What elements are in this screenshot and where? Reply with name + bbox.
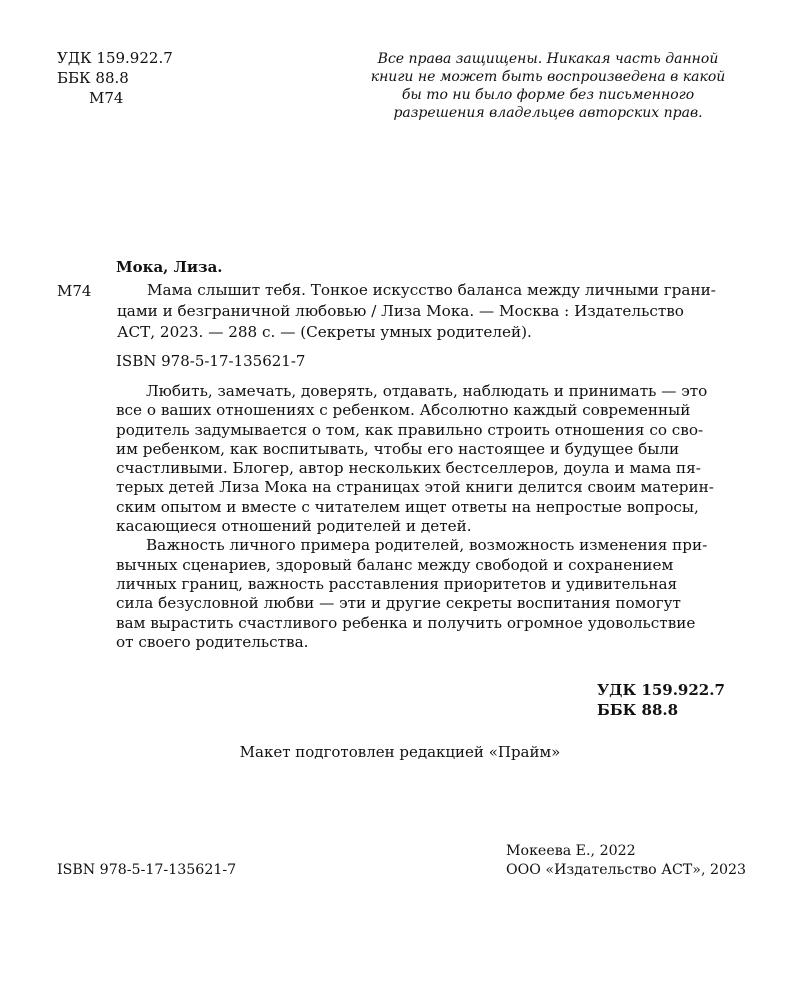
bottom-classification-codes: [597, 680, 725, 720]
rights-line: разрешения владельцев авторских прав.: [393, 105, 703, 121]
description-line: Мама слышит тебя. Тонкое искусство баланса между личными грани-: [147, 281, 716, 299]
author-heading: Мока, Лиза.: [116, 258, 223, 276]
abstract-line: касающиеся отношений родителей и детей.: [116, 517, 472, 536]
abstract-line: родитель задумывается о том, как правильно строить отношения со сво-: [116, 420, 704, 439]
abstract-paragraph-2: [116, 536, 726, 652]
abstract-line: Важность личного примера родителей, возможность изменения при-: [146, 536, 708, 555]
rights-line: книги не может быть воспроизведена в какой: [370, 69, 726, 85]
abstract-line: им ребенком, как воспитывать, чтобы его настоящее и будущее были: [116, 439, 680, 458]
record-author-mark: М74: [57, 282, 92, 300]
udk-code: УДК 159.922.7: [597, 681, 725, 699]
rights-notice: [352, 50, 744, 122]
abstract-line: терых детей Лиза Мока на страницах этой книги делится своим материн-: [116, 478, 714, 497]
abstract-line: вычных сценариев, здоровый баланс между свободой и сохранением: [116, 555, 674, 574]
bibliographic-description: [117, 280, 725, 343]
abstract-line: счастливыми. Блогер, автор нескольких бестселлеров, доула и мама пя-: [116, 459, 701, 478]
prepared-by-note: Макет подготовлен редакцией «Прайм»: [239, 743, 561, 761]
copyright-publisher: ООО «Издательство АСТ», 2023: [506, 862, 747, 878]
abstract-line: ским опытом и вместе с читателем ищет ответы на непростые вопросы,: [116, 497, 699, 516]
abstract-paragraph-1: [116, 382, 726, 536]
abstract-line: Любить, замечать, доверять, отдавать, наблюдать и принимать — это: [146, 382, 708, 400]
author-mark: М74: [89, 89, 124, 107]
abstract-line: все о ваших отношениях с ребенком. Абсолютно каждый современный: [116, 401, 691, 420]
abstract-line: вам вырастить счастливого ребенка и получить огромное удовольствие: [116, 613, 696, 632]
top-classification-codes: [57, 48, 173, 108]
description-line: АСТ, 2023. — 288 с. — (Секреты умных родителей).: [117, 323, 532, 341]
udk-code: УДК 159.922.7: [57, 49, 173, 67]
record-isbn: ISBN 978-5-17-135621-7: [116, 352, 306, 370]
abstract: [116, 382, 726, 652]
abstract-line: сила безусловной любви — эти и другие секреты воспитания помогут: [116, 594, 681, 613]
footer-isbn: ISBN 978-5-17-135621-7: [57, 862, 237, 878]
rights-line: бы то ни было форме без письменного: [401, 87, 695, 103]
bbk-code: ББК 88.8: [57, 69, 129, 87]
description-line: цами и безграничной любовью / Лиза Мока. — Москва : Издательство: [117, 302, 684, 320]
rights-line: Все права защищены. Никакая часть данной: [377, 51, 719, 67]
abstract-line: от своего родительства.: [116, 632, 309, 651]
copyright-author: Мокеева Е., 2022: [506, 843, 636, 859]
bbk-code: ББК 88.8: [597, 701, 679, 719]
abstract-line: личных границ, важность расставления приоритетов и удивительная: [116, 574, 678, 593]
